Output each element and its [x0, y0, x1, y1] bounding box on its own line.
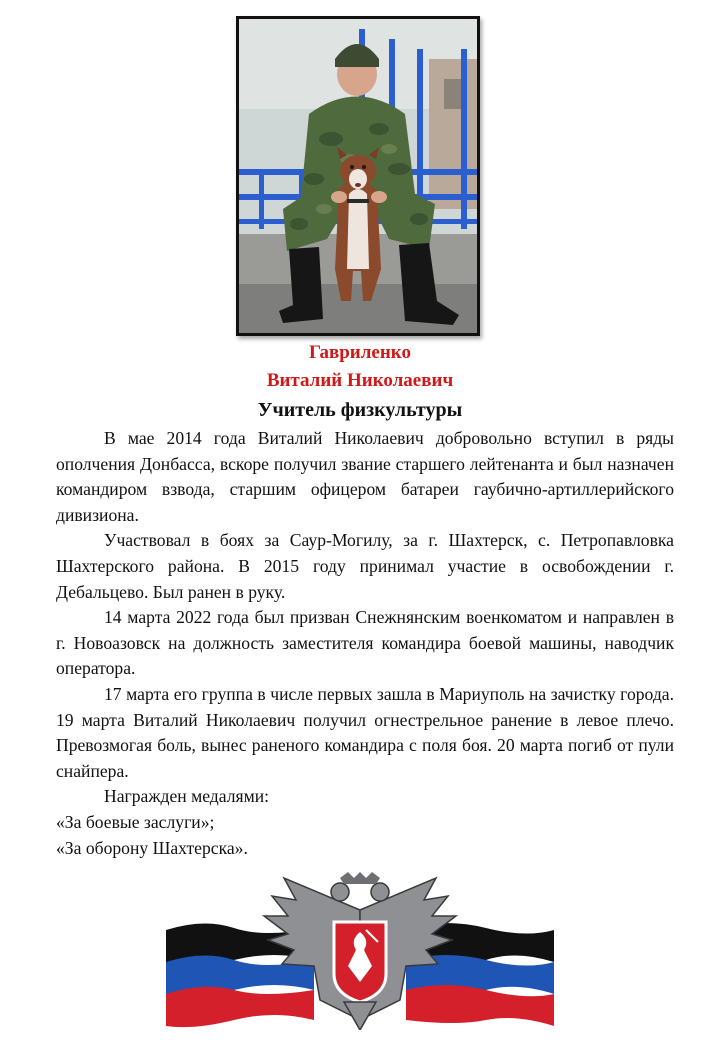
- awards-heading: Награжден медалями:: [104, 786, 270, 807]
- bio-paragraph: Участвовал в боях за Саур-Могилу, за г. Шахтерск, с. Петропавловка Шахтерского района. В 2015 году принимал участие в освобождении г. Дебальцево. Был ранен в руку.: [56, 530, 674, 602]
- portrait-photo: [236, 16, 480, 336]
- soldier-with-dog-image: [239, 19, 477, 333]
- bio-paragraph: 17 марта его группа в числе первых зашла в Мариуполь на зачистку города. 19 марта Виталий Николаевич получил огнестрельное ранение в левое плечо. Превозмогая боль, вынес раненого командира с поля боя. 20 марта погиб от пули снайпера.: [56, 683, 674, 781]
- biography: [56, 426, 674, 861]
- dpr-emblem-icon: [164, 870, 556, 1030]
- emblem: [164, 870, 556, 1030]
- medal-item: «За боевые заслуги»;: [56, 811, 215, 832]
- bio-paragraph: 14 марта 2022 года был призван Снежнянским военкоматом и направлен в г. Новоазовск на должность заместителя командира боевой машины, наводчик оператора.: [56, 607, 674, 679]
- person-given-names: Виталий Николаевич: [266, 370, 454, 391]
- medal-item: «За оборону Шахтерска».: [56, 837, 248, 858]
- person-surname: Гавриленко: [309, 342, 411, 363]
- bio-paragraph: В мае 2014 года Виталий Николаевич добровольно вступил в ряды ополчения Донбасса, вскоре получил звание старшего лейтенанта и был назначен командиром взвода, старшим офицером батареи гаубично-артиллерийского дивизиона.: [56, 428, 674, 525]
- person-role: Учитель физкультуры: [257, 399, 463, 421]
